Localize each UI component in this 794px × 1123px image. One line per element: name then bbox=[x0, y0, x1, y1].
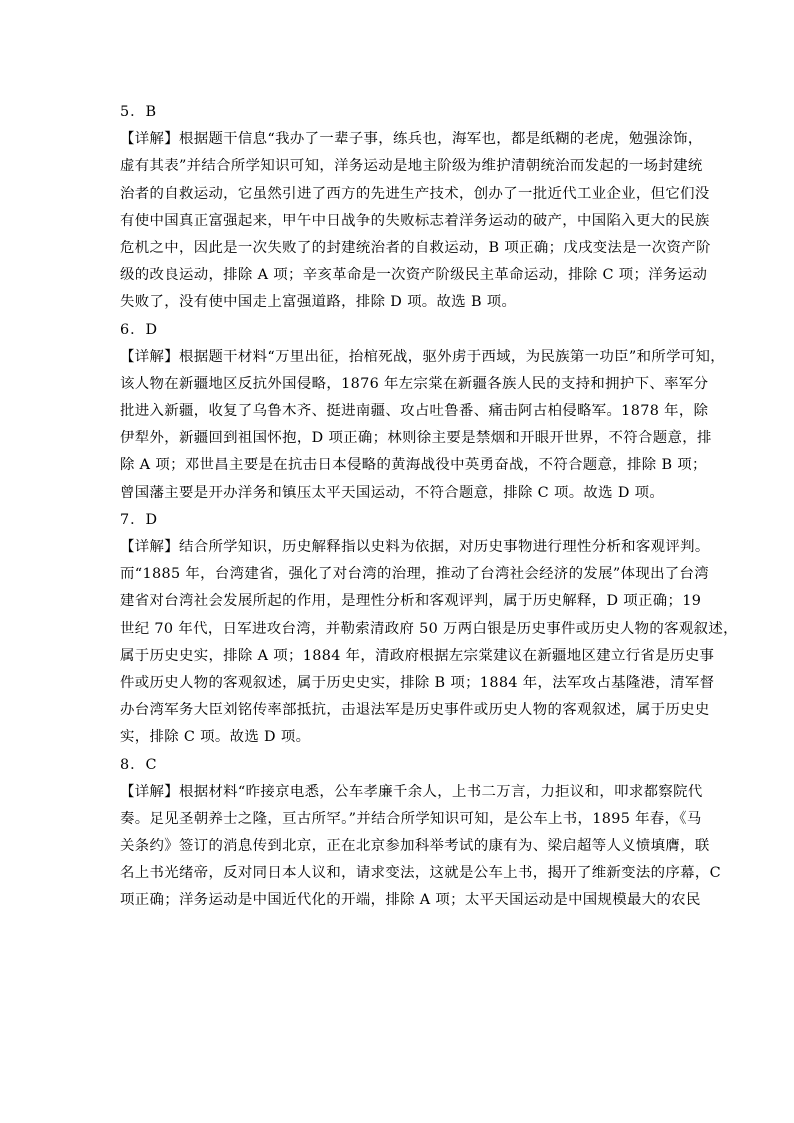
answer-label: 7．D bbox=[120, 511, 159, 528]
question-block bbox=[120, 317, 726, 507]
explanation-line: 世纪 70 年代，日军进攻台湾，并勒索清政府 50 万两白银是历史事件或历史人物的客观叙述， bbox=[120, 620, 738, 637]
answer-label: 8．C bbox=[120, 756, 158, 773]
question-block bbox=[120, 752, 721, 915]
explanation-line: 曾国藩主要是开办洋务和镇压太平天国运动，不符合题意，排除 C 项。故选 D 项。 bbox=[120, 484, 665, 501]
explanation-line: 伊犁外，新疆回到祖国怀抱，D 项正确；林则徐主要是禁烟和开眼开世界，不符合题意，排 bbox=[120, 430, 712, 447]
explanation-line: 有使中国真正富强起来，甲午中日战争的失败标志着洋务运动的破产，中国陷入更大的民族 bbox=[120, 212, 710, 229]
question-block bbox=[120, 99, 711, 317]
explanation-line: 批进入新疆，收复了乌鲁木齐、挺进南疆、攻占吐鲁番、痛击阿古柏侵略军。1878 年，除 bbox=[120, 403, 709, 420]
explanation-line: 奏。足见圣朝养士之隆，亘古所罕。”并结合所学知识可知，是公车上书，1895 年春，《马 bbox=[120, 810, 702, 827]
explanation-line: 【详解】根据题干信息“我办了一辈子事，练兵也，海军也，都是纸糊的老虎，勉强涂饰， bbox=[120, 131, 703, 148]
answer-label: 5．B bbox=[120, 104, 158, 120]
explanation-line: 项正确；洋务运动是中国近代化的开端，排除 A 项；太平天国运动是中国规模最大的农民 bbox=[120, 892, 701, 909]
explanation-line: 办台湾军务大臣刘铭传率部抵抗，击退法军是历史事件或历史人物的客观叙述，属于历史史 bbox=[120, 702, 710, 719]
answer-label: 6．D bbox=[120, 321, 159, 338]
explanation-line: 危机之中，因此是一次失败了的封建统治者的自救运动，B 项正确；戊戌变法是一次资产阶 bbox=[120, 239, 711, 256]
explanation-line: 关条约》签订的消息传到北京，正在北京参加科举考试的康有为、梁启超等人义愤填膺，联 bbox=[120, 838, 710, 855]
explanation-line: 名上书光绪帝，反对同日本人议和，请求变法，这就是公车上书，揭开了维新变法的序幕，C bbox=[120, 865, 721, 882]
explanation-line: 建省对台湾社会发展所起的作用，是理性分析和客观评判，属于历史解释，D 项正确；19 bbox=[120, 593, 702, 610]
explanation-line: 虚有其表”并结合所学知识可知，洋务运动是地主阶级为维护清朝统治而发起的一场封建统 bbox=[120, 158, 703, 175]
explanation-line: 属于历史史实，排除 A 项；1884 年，清政府根据左宗棠建议在新疆地区建立行省是历史事 bbox=[120, 647, 715, 664]
explanation-line: 该人物在新疆地区反抗外国侵略，1876 年左宗棠在新疆各族人民的支持和拥护下、率军分 bbox=[120, 375, 709, 392]
explanation-line: 【详解】根据题干材料“万里出征，抬棺死战，驱外虏于西域，为民族第一功臣”和所学可知， bbox=[120, 348, 726, 365]
answer-explanations bbox=[120, 99, 738, 915]
explanation-line: 失败了，没有使中国走上富强道路，排除 D 项。故选 B 项。 bbox=[120, 294, 517, 311]
explanation-line: 级的改良运动，排除 A 项；辛亥革命是一次资产阶级民主革命运动，排除 C 项；洋务运动 bbox=[120, 267, 708, 284]
explanation-line: 除 A 项；邓世昌主要是在抗击日本侵略的黄海战役中英勇奋战，不符合题意，排除 B 项； bbox=[120, 457, 707, 474]
explanation-line: 【详解】结合所学知识，历史解释指以史料为依据，对历史事物进行理性分析和客观评判。 bbox=[120, 539, 710, 555]
question-block bbox=[120, 507, 738, 752]
explanation-line: 实，排除 C 项。故选 D 项。 bbox=[120, 729, 311, 746]
explanation-line: 而“1885 年，台湾建省，强化了对台湾的治理，推动了台湾社会经济的发展”体现出了台湾 bbox=[120, 566, 710, 583]
explanation-line: 治者的自救运动，它虽然引进了西方的先进生产技术，创办了一批近代工业企业，但它们没 bbox=[120, 185, 710, 202]
explanation-line: 【详解】根据材料“昨接京电悉，公车孝廉千余人，上书二万言，力拒议和，叩求都察院代 bbox=[120, 783, 703, 800]
explanation-line: 件或历史人物的客观叙述，属于历史史实，排除 B 项；1884 年，法军攻占基隆港，清军督 bbox=[120, 674, 715, 691]
